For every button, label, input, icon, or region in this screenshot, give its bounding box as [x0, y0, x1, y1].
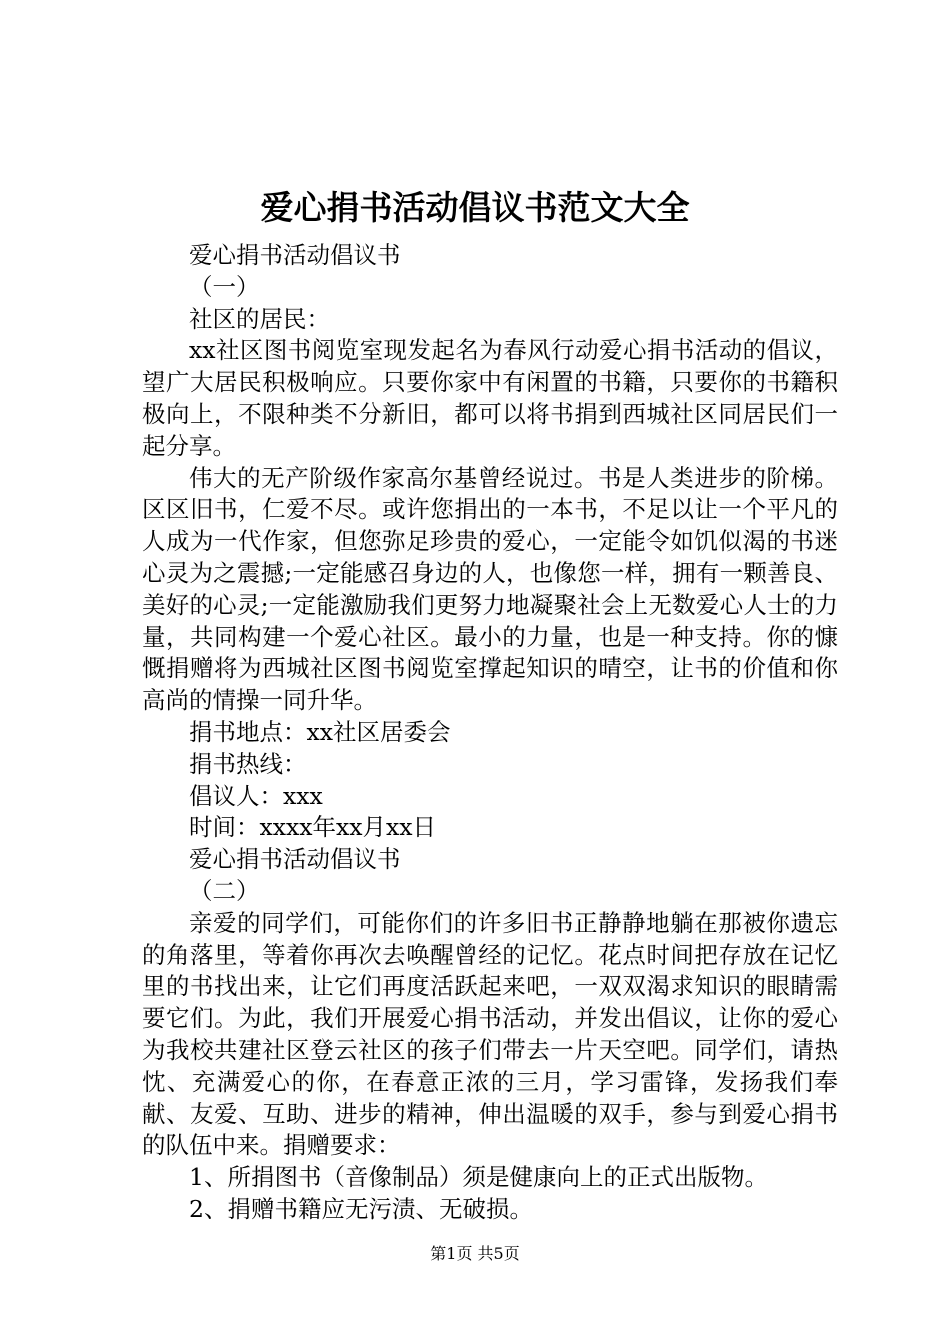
salutation: 社区的居民： — [189, 304, 330, 333]
page-footer: 第1页 共5页 — [430, 1244, 520, 1263]
donation-hotline: 捐书热线： — [189, 749, 307, 778]
document-body — [142, 240, 838, 1226]
requirement-2: 2、捐赠书籍应无污渍、无破损。 — [189, 1194, 533, 1223]
document-title: 爱心捐书活动倡议书范文大全 — [260, 188, 690, 227]
section-number-2: （二） — [189, 876, 260, 905]
requirement-1: 1、所捐图书（音像制品）须是健康向上的正式出版物。 — [189, 1163, 768, 1192]
paragraph-initiative: xx社区图书阅览室现发起名为春风行动爱心捐书活动的倡议，望广大居民积极响应。只要你家中有闲置的书籍，只要你的书籍积极向上，不限种类不分新旧，都可以将书捐到西城社区同居民们一起分享。 — [142, 336, 838, 460]
initiator: 倡议人：xxx — [189, 781, 323, 810]
paragraph-gorky: 伟大的无产阶级作家高尔基曾经说过。书是人类进步的阶梯。区区旧书，仁爱不尽。或许您捐出的一本书，不足以让一个平凡的人成为一代作家，但您弥足珍贵的爱心，一定能令如饥似渴的书迷心灵为之震撼;一定能感召身边的人，也像您一样，拥有一颗善良、美好的心灵;一定能激励我们更努力地凝聚社会上无数爱心人士的力量，共同构建一个爱心社区。最小的力量，也是一种支持。你的慷慨捐赠将为西城社区图书阅览室撑起知识的晴空，让书的价值和你高尚的情操一同升华。 — [142, 463, 838, 715]
section-heading-1: 爱心捐书活动倡议书 — [189, 241, 401, 269]
section-number-1: （一） — [189, 272, 260, 301]
date-line: 时间：xxxx年xx月xx日 — [189, 813, 437, 842]
paragraph-students: 亲爱的同学们，可能你们的许多旧书正静静地躺在那被你遗忘的角落里，等着你再次去唤醒曾经的记忆。花点时间把存放在记忆里的书找出来，让它们再度活跃起来吧，一双双渴求知识的眼睛需要它们。为此，我们开展爱心捐书活动，并发出倡议，让你的爱心为我校共建社区登云社区的孩子们带去一片天空吧。同学们，请热忱、充满爱心的你，在春意正浓的三月，学习雷锋，发扬我们奉献、友爱、互助、进步的精神，伸出温暖的双手，参与到爱心捐书的队伍中来。捐赠要求： — [142, 908, 838, 1160]
donation-location: 捐书地点：xx社区居委会 — [189, 717, 451, 746]
section-heading-2: 爱心捐书活动倡议书 — [189, 845, 401, 874]
